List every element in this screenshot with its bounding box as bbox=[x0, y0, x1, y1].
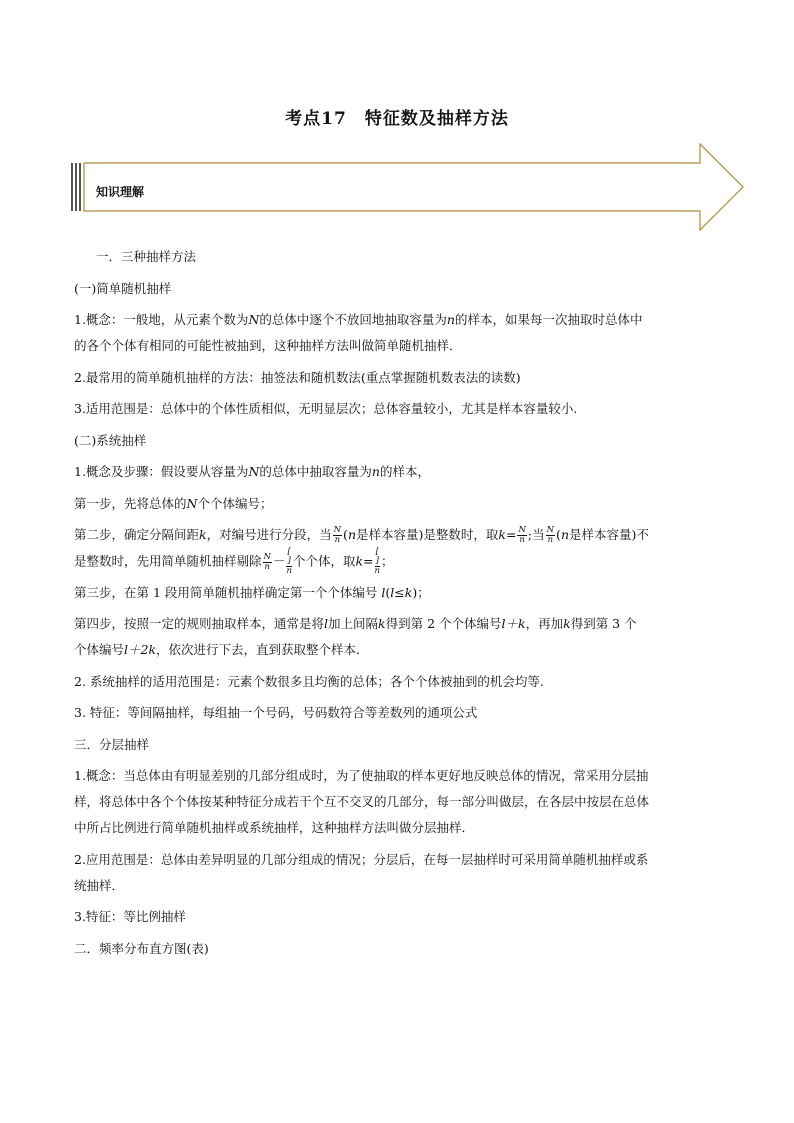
fraction: $\frac{N}{n}$ bbox=[333, 525, 342, 545]
paragraph-line: 3.特征：等比例抽样 bbox=[74, 909, 186, 924]
paragraph-line: 第一步，先将总体的N个个体编号； bbox=[74, 495, 273, 511]
section-banner bbox=[70, 143, 745, 233]
fraction: $\frac{N}{n}$ bbox=[546, 525, 555, 545]
heading-histogram: 二．频率分布直方图(表) bbox=[74, 940, 209, 956]
arrow-banner-icon bbox=[70, 143, 745, 233]
paragraph-line: 第四步，按照一定的规则抽取样本，通常是将l加上间隔k得到第 2 个个体编号l＋k，再加k得到第 3 个 bbox=[74, 616, 637, 631]
fraction: [ ] n bbox=[374, 547, 381, 576]
paragraph-line: 第二步，确定分隔间距k，对编号进行分段，当 $\frac{N}{n}$ (n是样本容量)是整数时，取k= $\frac{N}{n}$ ;当 $\frac{N}{n}$ (n是样本容量)不 bbox=[74, 525, 649, 545]
paragraph-line: 2.应用范围是：总体由差异明显的几部分组成的情况；分层后，在每一层抽样时可采用简单随机抽样或系 bbox=[74, 851, 649, 867]
paragraph-line: 个体编号l＋2k，依次进行下去，直到获取整个样本． bbox=[74, 642, 369, 657]
paragraph-line: 3.适用范围是：总体中的个体性质相似，无明显层次；总体容量较小，尤其是样本容量较小. bbox=[74, 401, 578, 416]
paragraph-line: 第三步，在第 1 段用简单随机抽样确定第一个个体编号 l(l≤k)； bbox=[74, 584, 430, 600]
paragraph-line: 1.概念及步骤：假设要从容量为N的总体中抽取容量为n的样本， bbox=[74, 464, 430, 479]
paragraph-line: 统抽样． bbox=[74, 877, 125, 893]
heading-simple-random: (一)简单随机抽样 bbox=[74, 280, 172, 296]
paragraph-line: 1.概念：当总体由有明显差别的几部分组成时，为了使抽取的样本更好地反映总体的情况，常采用分层抽 bbox=[74, 768, 649, 783]
heading-stratified: 三．分层抽样 bbox=[74, 736, 150, 752]
paragraph-line: 1.概念：一般地，从元素个数为N的总体中逐个不放回地抽取容量为n的样本，如果每一次抽取时总体中 bbox=[74, 312, 643, 327]
fraction: [ ] n bbox=[286, 547, 292, 576]
page-title: 考点17 特征数及抽样方法 bbox=[285, 109, 509, 129]
paragraph-line: 3. 特征：等间隔抽样，每组抽一个号码，号码数符合等差数列的通项公式 bbox=[74, 705, 478, 720]
document-body bbox=[74, 244, 724, 967]
heading-systematic: (二)系统抽样 bbox=[74, 432, 147, 448]
fraction: $\frac{N}{n}$ bbox=[263, 551, 271, 572]
paragraph-line: 中所占比例进行简单随机抽样或系统抽样，这种抽样方法叫做分层抽样． bbox=[74, 820, 475, 835]
heading-sampling-methods: 一．三种抽样方法 bbox=[96, 249, 197, 264]
banner-label: 知识理解 bbox=[96, 185, 145, 199]
paragraph-line: 的各个个体有相同的可能性被抽到，这种抽样方法叫做简单随机抽样． bbox=[74, 338, 462, 353]
fraction: $\frac{N}{n}$ bbox=[518, 525, 526, 545]
paragraph-line: 是整数时，先用简单随机抽样剔除 $\frac{N}{n}$ － [ ] n 个个体，取k= [ ] n ； bbox=[74, 547, 394, 576]
paragraph-line: 样，将总体中各个个体按某种特征分成若干个互不交叉的几部分，每一部分叫做层，在各层中按层在总体 bbox=[74, 794, 650, 809]
paragraph-line: 2.最常用的简单随机抽样的方法：抽签法和随机数法(重点掌握随机数表法的读数) bbox=[74, 369, 521, 385]
paragraph-line: 2. 系统抽样的适用范围是：元素个数很多且均衡的总体；各个个体被抽到的机会均等. bbox=[74, 673, 544, 689]
